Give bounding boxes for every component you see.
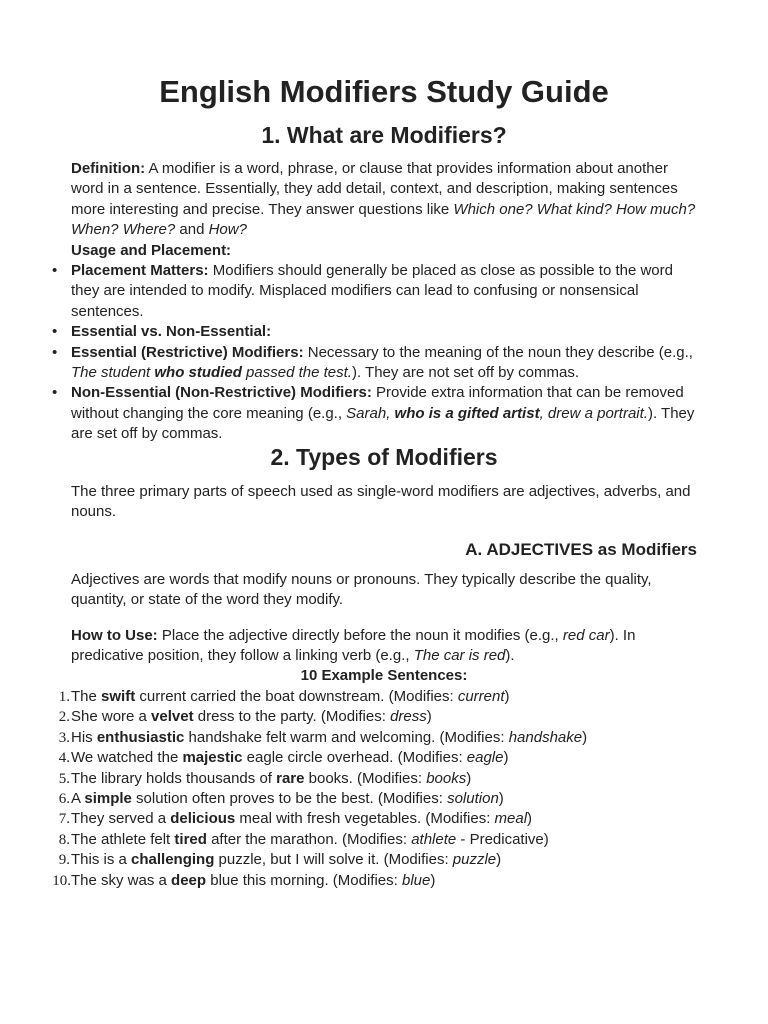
sentence-post: handshake felt warm and welcoming. (Modifies:	[184, 728, 509, 746]
modified-word: athlete	[411, 830, 457, 848]
sentence-post: after the marathon. (Modifies:	[206, 830, 412, 848]
sentence-end: )	[582, 728, 588, 746]
sentence-pre: She wore a	[71, 708, 152, 726]
sentence-post: current carried the boat downstream. (Modifies:	[135, 688, 458, 705]
bullet-non-essential	[52, 383, 701, 444]
example-bold: who is a gifted artist	[394, 404, 540, 422]
how-to-use-label: How to Use:	[71, 627, 158, 644]
usage-label	[71, 241, 701, 261]
page-title: English Modifiers Study Guide	[159, 74, 609, 109]
modifier-word: enthusiastic	[96, 728, 185, 746]
how-to-text-3: ).	[505, 647, 515, 665]
sentence-post: eagle circle overhead. (Modifies:	[242, 749, 467, 767]
how-to-example-1: red car	[562, 627, 610, 644]
bullet-text: Necessary to the meaning of the noun they describe (e.g.,	[303, 343, 693, 361]
modifier-word: deep	[171, 871, 207, 889]
bullet-text: Provide extra information that can be removed without changing the core meaning (e.g.,	[71, 384, 684, 422]
modifier-word: velvet	[151, 708, 194, 726]
modifier-word: swift	[101, 688, 136, 705]
sentence-end: )	[430, 871, 436, 889]
definition-questions: Which one? What kind? How much? When? Where?	[71, 200, 696, 239]
sentence-end: )	[527, 810, 533, 828]
example-sentence	[58, 789, 701, 809]
sentence-pre: We watched the	[71, 749, 183, 767]
sentence-pre: A	[71, 790, 85, 808]
sentence-post: blue this morning. (Modifies:	[206, 871, 402, 889]
modified-word: eagle	[466, 749, 504, 767]
how-to-text-1: Place the adjective directly before the noun it modifies (e.g.,	[157, 627, 563, 644]
sentence-end: )	[498, 790, 504, 808]
modifier-word: simple	[84, 790, 132, 808]
definition-and: and	[175, 221, 209, 239]
modified-word: dress	[390, 708, 427, 726]
definition-paragraph	[71, 159, 701, 241]
section-2-heading: 2. Types of Modifiers	[270, 444, 498, 470]
sentence-post: solution often proves to be the best. (Modifies:	[131, 790, 448, 808]
bullet-label: Placement Matters:	[71, 262, 209, 279]
example-sentence-list	[52, 687, 701, 891]
item-number: 10.	[52, 872, 71, 889]
modified-word: current	[457, 688, 505, 705]
example-sentence	[58, 707, 701, 727]
sentence-pre: The sky was a	[71, 871, 172, 889]
definition-label: Definition:	[71, 160, 146, 177]
how-to-example-2: The car is red	[413, 647, 506, 665]
bullet-dot: •	[52, 384, 58, 402]
example-sentence	[58, 769, 701, 789]
bullet-dot: •	[52, 323, 58, 341]
modifier-word: delicious	[170, 810, 236, 828]
modified-word: blue	[401, 871, 431, 889]
example-sentence	[58, 830, 701, 850]
sentence-post: meal with fresh vegetables. (Modifies:	[235, 810, 495, 828]
sentence-end: )	[426, 708, 432, 726]
bullet-dot: •	[52, 262, 58, 279]
bullet-essential-vs	[52, 322, 701, 342]
sentence-end: - Predicative)	[456, 830, 549, 848]
sentence-end: )	[466, 769, 472, 787]
sentence-post: puzzle, but I will solve it. (Modifies:	[214, 851, 453, 869]
example-sentence	[58, 748, 701, 768]
bullet-label: Essential vs. Non-Essential:	[71, 323, 272, 341]
item-number: 7.	[58, 811, 70, 828]
example-sentence	[58, 850, 701, 870]
sentence-pre: The	[71, 688, 102, 705]
modified-word: books	[426, 769, 467, 787]
item-number: 9.	[58, 852, 70, 869]
usage-label-text: Usage and Placement:	[71, 242, 232, 259]
bullet-text-after: ). They are not set off by commas.	[351, 364, 580, 382]
sentence-post: dress to the party. (Modifies:	[193, 708, 391, 726]
example-sentence	[52, 871, 701, 891]
example-pre: The student	[71, 364, 155, 382]
example-post: , drew a portrait.	[539, 404, 648, 422]
sentence-pre: The library holds thousands of	[71, 769, 277, 787]
types-intro: The three primary parts of speech used as single-word modifiers are adjectives, adverbs, and nouns.	[71, 483, 691, 521]
sentence-end: )	[504, 688, 510, 705]
bullet-label: Essential (Restrictive) Modifiers:	[71, 343, 304, 361]
modifier-word: tired	[174, 830, 207, 848]
item-number: 5.	[58, 770, 70, 787]
bullet-text-after: ). They are set off by commas.	[71, 404, 695, 443]
sentence-end: )	[503, 749, 509, 767]
adjectives-heading: A. ADJECTIVES as Modifiers	[465, 540, 697, 559]
item-number: 1.	[58, 689, 70, 705]
sentence-pre: His	[71, 728, 97, 746]
sentence-pre: They served a	[71, 810, 171, 828]
example-sentence	[58, 687, 701, 707]
usage-bullet-list	[52, 261, 701, 445]
section-1-heading: 1. What are Modifiers?	[261, 122, 507, 148]
how-to-text-2: ). In predicative position, they follow a linking verb (e.g.,	[71, 627, 636, 665]
example-post: passed the test.	[241, 364, 352, 382]
modified-word: puzzle	[452, 851, 497, 869]
bullet-label: Non-Essential (Non-Restrictive) Modifiers:	[71, 384, 372, 402]
modified-word: handshake	[508, 728, 583, 746]
example-bold: who studied	[154, 364, 242, 382]
item-number: 8.	[58, 831, 70, 848]
modified-word: meal	[494, 810, 528, 828]
bullet-placement	[52, 261, 701, 322]
item-number: 6.	[58, 791, 70, 808]
sentence-pre: This is a	[71, 851, 132, 869]
item-number: 3.	[58, 729, 70, 746]
examples-label: 10 Example Sentences:	[300, 667, 468, 684]
bullet-essential	[52, 343, 701, 384]
item-number: 4.	[58, 750, 70, 767]
bullet-dot: •	[52, 343, 58, 361]
example-pre: Sarah,	[346, 404, 395, 422]
sentence-pre: The athlete felt	[71, 830, 175, 848]
bullet-text: Modifiers should generally be placed as close as possible to the word they are intended to modify. Misplaced modifiers can lead to confusing or nonsensical sentences.	[71, 262, 673, 320]
adjectives-description: Adjectives are words that modify nouns or pronouns. They typically describe the quality, quantity, or state of the word they modify.	[71, 571, 652, 609]
definition-text: A modifier is a word, phrase, or clause that provides information about another word in a sentence. Essentially, they add detail, context, and description, making sentences more interesting and precise. They answer questions like	[71, 160, 678, 218]
sentence-post: books. (Modifies:	[304, 769, 427, 787]
modified-word: solution	[447, 790, 499, 808]
example-sentence	[58, 728, 701, 748]
sentence-end: )	[496, 851, 502, 869]
how-to-use-paragraph	[71, 626, 701, 667]
modifier-word: majestic	[182, 749, 243, 767]
example-sentence	[58, 809, 701, 829]
item-number: 2.	[58, 709, 70, 726]
modifier-word: challenging	[131, 851, 215, 869]
modifier-word: rare	[276, 769, 305, 787]
definition-how: How?	[208, 221, 247, 239]
